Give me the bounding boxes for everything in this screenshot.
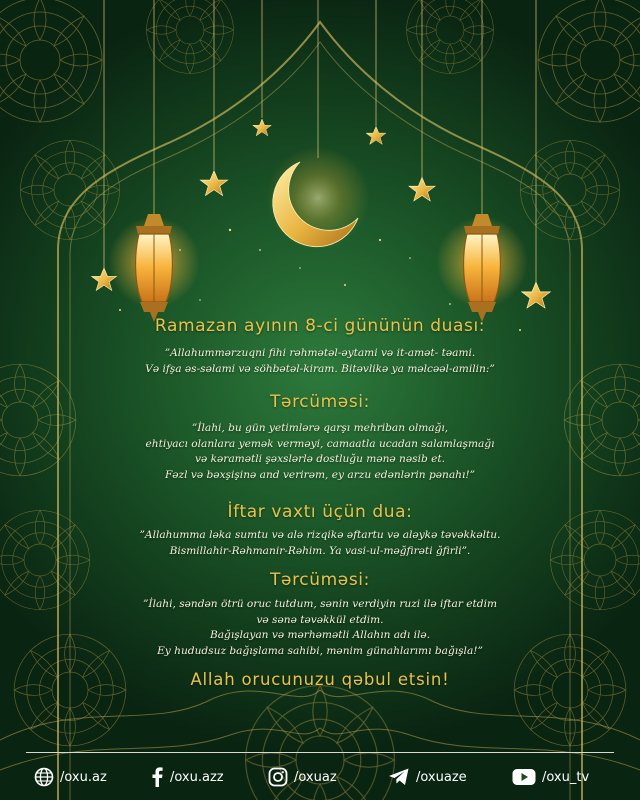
prayer-day-text <box>60 346 580 377</box>
prayer-day-line: Və ifşa əs-səlami və söhbətəl-kiram. Bitəvlikə ya məlcəəl-amilin:” <box>145 362 495 375</box>
translation-day-text <box>60 421 580 483</box>
social-link-web[interactable] <box>34 764 107 790</box>
heading-day-prayer: Ramazan ayının 8-ci gününün duası: <box>154 316 486 336</box>
prayer-iftar-line: ”Allahumma ləka sumtu və alə rizqikə əftartu və aləykə təvəkkəltu. <box>139 529 501 541</box>
translation-label: Tərcüməsi: <box>270 570 370 590</box>
translation-iftar-line: Bağışlayan və mərhəmətli Allahın adı ilə. <box>209 629 431 641</box>
social-link-youtube[interactable] <box>512 764 589 790</box>
translation-iftar-line: Ey hududsuz bağışlama sahibi, mənim günahlarımı bağışla!” <box>157 644 483 657</box>
translation-day-line: və kəramətli şəxslərlə dostluğu mənə nəsib et. <box>194 453 446 465</box>
social-label-facebook: /oxu.azz <box>170 769 224 785</box>
instagram-icon <box>268 767 288 787</box>
social-link-facebook[interactable] <box>150 764 224 790</box>
prayer-day-line: ”Allahummərzuqni fihi rəhmətəl-əytami və it-amət- təami. <box>164 347 476 359</box>
translation-iftar-line: və sənə təvəkkül etdim. <box>256 613 384 626</box>
heading-iftar-prayer: İftar vaxtı üçün dua: <box>227 502 413 522</box>
social-link-instagram[interactable] <box>268 764 337 790</box>
translation-label: Tərcüməsi: <box>270 392 370 412</box>
youtube-icon <box>512 768 536 786</box>
translation-iftar-line: ”İlahi, səndən ötrü oruc tutdum, sənin verdiyin ruzi ilə iftar etdim <box>142 598 498 610</box>
social-label-web: /oxu.az <box>60 769 107 785</box>
social-label-youtube: /oxu_tv <box>542 769 590 785</box>
social-label-instagram: /oxuaz <box>294 769 337 785</box>
footer-divider <box>26 752 614 753</box>
social-footer <box>0 764 640 790</box>
translation-day-line: ehtiyacı olanlara yemək verməyi, camaatla ucadan salamlaşmağı <box>145 437 495 450</box>
globe-icon <box>34 767 54 787</box>
translation-day-line: Fəzl və bəxşişinə and verirəm, ey arzu edənlərin pənahı!” <box>164 468 476 481</box>
translation-day-line: ”İlahi, bu gün yetimlərə qarşı mehriban olmağı, <box>191 422 449 434</box>
facebook-icon <box>150 767 164 787</box>
closing-blessing: Allah orucunuzu qəbul etsin! <box>190 670 450 689</box>
social-link-telegram[interactable] <box>388 764 467 790</box>
prayer-iftar-line: Bismillahir-Rəhmanir-Rəhim. Ya vasi-ul-məğfirəti ğfirli”. <box>169 544 471 557</box>
prayer-iftar-text <box>60 528 580 559</box>
telegram-icon <box>388 767 410 787</box>
social-label-telegram: /oxuaze <box>416 769 467 785</box>
translation-iftar-text <box>60 597 580 659</box>
